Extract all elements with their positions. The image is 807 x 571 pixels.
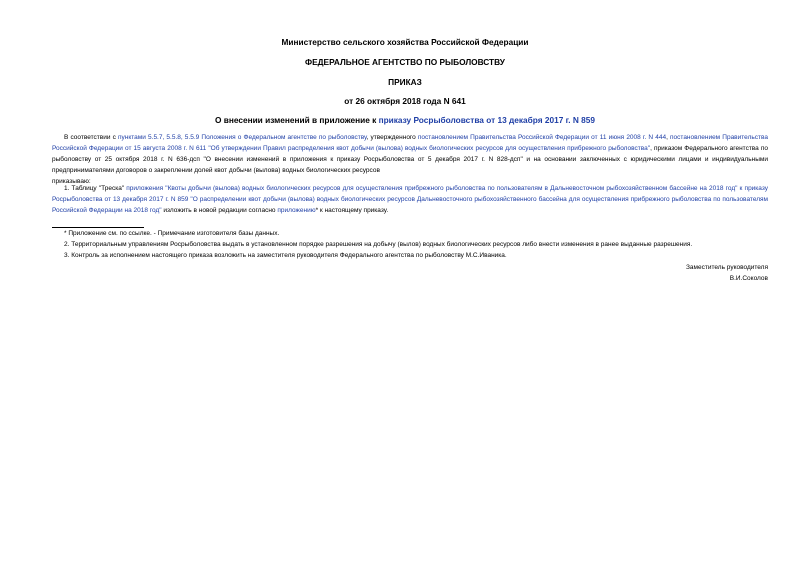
item1-text-2: изложить в новой редакции согласно (161, 207, 278, 214)
item1-link-appendix[interactable]: приложения "Квоты добычи (вылова) водных биологических ресурсов для осуществления прибрежного рыболовства по пользователям в Дальневосточном рыбохозяйственном бассейне на 2018 год" к приказу Росрыболовства от 13 декабря 2017 г. N 859 "О распределении квот добычи (вылова) водных биологических ресурсов Дальневосточного рыбохозяйственного бассейна для осуществления прибрежного рыболовства по пользователям Российской Федерации на 2018 год" (52, 185, 768, 214)
preamble-text-1: В соответствии с (64, 134, 118, 141)
preamble-text-2: , утвержденного (366, 134, 418, 141)
doc-title-text: О внесении изменений в приложение к (214, 115, 379, 125)
item1-link-attachment[interactable]: приложению (277, 207, 316, 214)
preamble-text-4: , приказом Федерального агентства по рыболовству от 25 октября 2018 г. N 636-дсп "О внесении изменений в приложения к приказу Росрыболовства от 5 декабря 2017 г. N 828-дсп" и на основании заключенных с юридическими лицами и индивидуальными предпринимателями договоров о закреплении долей квот добычи (вылова) водных биологических ресурсов (52, 145, 768, 174)
doc-title-link[interactable]: приказу Росрыболовства от 13 декабря 2017 г. N 859 (378, 115, 596, 125)
preamble-link-resolution-444[interactable]: постановлением Правительства Российской Федерации от 11 июня 2008 г. N 444 (417, 134, 667, 141)
paragraph-item-3: 3. Контроль за исполнением настоящего приказа возложить на заместителя руководителя Федерального агентства по рыболовству М.С.Иваника. (64, 252, 507, 259)
ministry-heading: Министерство сельского хозяйства Российской Федерации (281, 37, 529, 47)
paragraph-item-1 (52, 183, 768, 216)
doc-type-heading: ПРИКАЗ (388, 77, 422, 87)
doc-title (40, 115, 770, 125)
doc-date: от 26 октября 2018 года N 641 (344, 96, 466, 106)
agency-heading: ФЕДЕРАЛЬНОЕ АГЕНТСТВО ПО РЫБОЛОВСТВУ (305, 57, 505, 67)
preamble-link-resolution-611[interactable]: постановлением Правительства Российской Федерации от 15 августа 2008 г. N 611 "Об утверждении Правил распределения квот добычи (вылова) водных биологических ресурсов для осуществления прибрежного рыболовства" (52, 134, 768, 152)
paragraph-preamble (52, 132, 768, 187)
signature-name: В.И.Соколов (729, 275, 768, 282)
paragraph-item-2: 2. Территориальным управлениям Росрыболовства выдать в установленном порядке разрешения на добычу (вылов) водных биологических ресурсов либо внести изменения в ранее выданные разрешения. (64, 241, 693, 248)
item1-text-1: 1. Таблицу "Треска" (64, 185, 127, 192)
item1-text-3: * к настоящему приказу. (315, 207, 389, 214)
footnote: * Приложение см. по ссылке. - Примечание изготовителя базы данных. (64, 230, 280, 237)
signature-position: Заместитель руководителя (686, 264, 768, 271)
preamble-order-word: приказываю: (52, 178, 91, 185)
preamble-link-regulation[interactable]: пунктами 5.5.7, 5.5.8, 5.5.9 Положения о Федеральном агентстве по рыболовству (118, 134, 367, 141)
preamble-text-3: , (666, 134, 671, 141)
